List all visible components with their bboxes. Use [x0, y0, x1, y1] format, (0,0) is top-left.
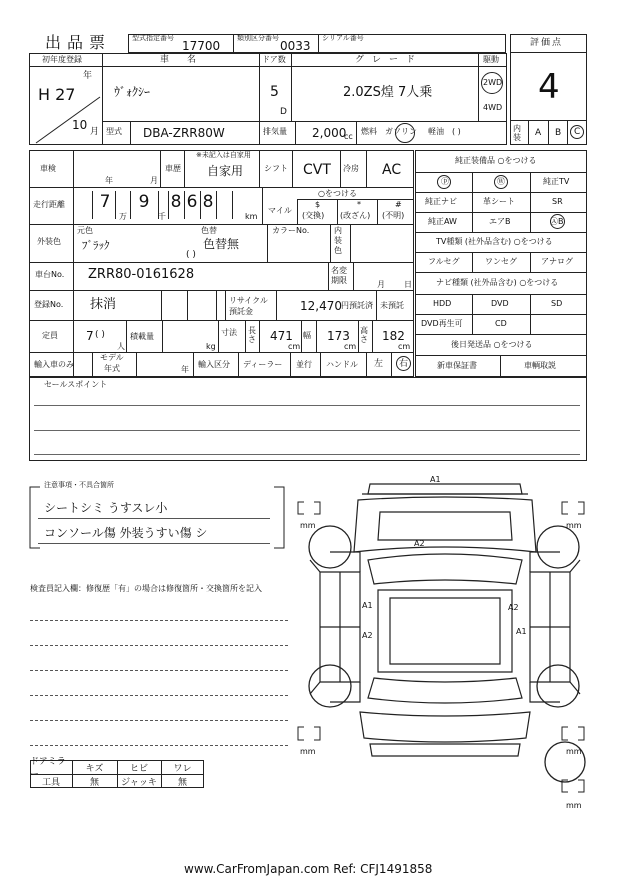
serial-label: シリアル番号 [322, 34, 364, 42]
inspector-line-5 [30, 720, 288, 721]
repaint-paren: ( ) [186, 250, 196, 260]
handle-right: 右 [399, 359, 409, 369]
color-no-label: カラーNo. [272, 226, 310, 235]
displacement-label: 排気量 [263, 127, 287, 136]
first-reg-label: 初年度登録 [42, 55, 82, 64]
height-label: 高さ [360, 326, 368, 344]
handle-label: ハンドル [326, 360, 358, 369]
tv-fullseg: フルセグ [428, 257, 460, 266]
interior-grade-c: C [574, 127, 581, 137]
interior-grade-b: B [555, 128, 562, 138]
recycle-alt: 未預託 [380, 301, 404, 310]
unknown-label: (不明) [382, 211, 405, 220]
first-reg-month: 10 [72, 118, 88, 132]
interior-color-label: 内装色 [334, 226, 342, 255]
footer-ref: www.CarFromJapan.com Ref: CFJ1491858 [184, 862, 433, 876]
model-cert-number: 17700 [182, 39, 221, 53]
repaint-label: 色替 [201, 226, 217, 235]
displacement-value: 2,000 [312, 126, 347, 140]
mileage-circle-note: ○をつける [318, 189, 357, 198]
legend-tools-label: 工具 [41, 777, 60, 788]
nav-title: ナビ種類 (社外品含む) ○をつける [436, 278, 559, 287]
mile-option: マイル [268, 206, 292, 215]
equip-leather: 革シート [483, 197, 515, 206]
handle-left: 左 [374, 359, 384, 369]
equip-navi: 純正ナビ [425, 197, 457, 206]
length-value: 471 [270, 329, 293, 343]
equip-sr: SR [552, 197, 563, 206]
fuel-label: 燃料 [361, 127, 377, 136]
sales-point-label: セールスポイント [44, 380, 108, 389]
use-note: ※未記入は自家用 [196, 151, 251, 159]
height-cm-unit: cm [398, 342, 411, 351]
capacity-label: 定員 [42, 331, 58, 340]
exterior-color-label: 外装色 [37, 237, 61, 246]
sen-unit: 千 [158, 212, 166, 221]
doors-label: ドア数 [262, 55, 286, 64]
ac-value: AC [382, 162, 402, 178]
mileage-digit-3: 8 [170, 192, 182, 212]
inspector-line-6 [30, 745, 288, 746]
doors-sub: D [280, 107, 287, 117]
sales-point-box [29, 377, 587, 461]
svg-text:mm: mm [566, 521, 582, 530]
exchange-label: (交換) [302, 211, 325, 220]
tv-title: TV種類 (社外品含む) ○をつける [436, 237, 553, 246]
model-value: DBA-ZRR80W [143, 126, 225, 140]
kg-unit: kg [206, 342, 216, 351]
year-unit: 年 [83, 71, 93, 81]
mileage-digit-1: 7 [99, 192, 111, 212]
equip-tv: 純正TV [543, 177, 570, 186]
dealer-option: ディーラー [243, 360, 283, 369]
use-value: 自家用 [207, 164, 244, 178]
person-unit: 人 [117, 342, 125, 351]
class-number: 0033 [280, 39, 311, 53]
legend-head-mirror: ドアミラー [30, 757, 66, 780]
legend-head-crack: ヒビ [129, 763, 148, 774]
model-year-label-2: 年式 [104, 364, 120, 373]
score-label: 評価点 [530, 38, 564, 48]
interior-label: 内装 [513, 124, 521, 142]
length-cm-unit: cm [288, 342, 301, 351]
exchange-symbol: $ [315, 200, 321, 209]
name-change-label: 名変期限 [331, 266, 347, 285]
car-damage-diagram [290, 472, 600, 812]
mark-right-rear-door: A1 [516, 627, 527, 636]
grade-value: 2.0ZS煌 7人乗 [343, 85, 433, 100]
drive-2wd: 2WD [483, 78, 503, 87]
model-label: 型式 [106, 127, 122, 136]
mark-left-front-door: A1 [362, 601, 373, 610]
man-unit: 万 [119, 212, 127, 221]
later-manual: 車輌取説 [524, 361, 556, 370]
svg-text:mm: mm [566, 801, 582, 810]
equip-airbag: エアB [489, 217, 511, 226]
nav-hdd: HDD [433, 299, 452, 308]
legend-head-scratch: キズ [85, 763, 104, 774]
equip-w: Ⓦ [497, 177, 505, 186]
import-class-label: 輸入区分 [198, 360, 230, 369]
drive-4wd: 4WD [483, 103, 503, 112]
legend-tools-value: 無 [89, 777, 99, 788]
cc-unit: cc [344, 132, 353, 141]
altered-label: (改ざん) [340, 211, 371, 220]
import-label: 輸入車のみ [34, 360, 74, 369]
svg-text:mm: mm [300, 747, 316, 756]
legend-head-break: ワレ [173, 763, 192, 774]
shift-value: CVT [303, 162, 331, 178]
inspection-label: 車検 [40, 164, 56, 173]
registration-label: 登録No. [34, 300, 64, 309]
shift-label: シフト [264, 164, 288, 173]
equip-aw: 純正AW [428, 217, 457, 226]
width-cm-unit: cm [344, 342, 357, 351]
equip-p: ⓟ [441, 177, 449, 186]
ac-label: 冷房 [343, 164, 359, 173]
original-color-label: 元色 [77, 226, 93, 235]
model-year-label: モデル [100, 353, 124, 362]
mark-front-bumper: A1 [430, 475, 441, 484]
nav-sd: SD [551, 299, 563, 308]
unknown-symbol: # [395, 200, 402, 209]
height-value: 182 [382, 329, 405, 343]
length-label: 長さ [248, 326, 256, 344]
car-name-label: 車名 [160, 55, 215, 65]
recycle-label: リサイクル預託金 [229, 296, 268, 316]
first-reg-year: H 27 [38, 85, 76, 104]
km-unit: km [245, 212, 258, 221]
diesel-label: 軽油 [428, 127, 444, 136]
model-cert-label: 型式指定番号 [132, 34, 174, 42]
load-label: 積載量 [130, 332, 154, 341]
width-value: 173 [327, 329, 350, 343]
car-name: ｳﾞｫｸｼｰ [114, 85, 151, 99]
drive-label: 駆動 [483, 55, 499, 64]
name-change-month-unit: 月 [377, 280, 385, 289]
form-title: 出品票 [45, 33, 112, 52]
inspector-line-1 [30, 620, 288, 621]
tv-oneseg: ワンセグ [485, 257, 517, 266]
nav-dvd-play: DVD再生可 [421, 319, 463, 328]
width-label: 幅 [303, 331, 311, 340]
inspection-month-unit: 月 [150, 176, 158, 185]
parallel-option: 並行 [296, 360, 312, 369]
altered-symbol: * [357, 200, 361, 209]
fuel-paren: ( ) [452, 127, 461, 136]
grade-label: グレード [355, 55, 424, 65]
original-color-value: ﾌﾞﾗｯｸ [82, 239, 110, 252]
inspector-line-3 [30, 670, 288, 671]
fuel-value: ガソリン [385, 127, 417, 136]
inspector-label: 検査員記入欄：修復歴「有」の場合は修復箇所・交換箇所を記入 [30, 584, 262, 593]
mark-left-rear-door: A2 [362, 631, 373, 640]
score-value: 4 [538, 67, 560, 107]
legend-jack-label: ジャッキ [121, 777, 157, 788]
capacity-paren: ( ) [95, 330, 105, 340]
equip-ab: ⒶB [550, 217, 564, 226]
mark-right-front-door: A2 [508, 603, 519, 612]
mileage-digit-5: 8 [202, 192, 214, 212]
inspection-year-unit: 年 [105, 176, 113, 185]
class-number-label: 類別区分番号 [237, 34, 279, 42]
dims-label: 寸法 [221, 328, 237, 337]
chassis-value: ZRR80-0161628 [88, 267, 195, 282]
mileage-digit-4: 6 [186, 192, 198, 212]
nav-dvd: DVD [491, 299, 509, 308]
later-warranty: 新車保証書 [437, 361, 477, 370]
name-change-day-unit: 日 [404, 280, 412, 289]
note-line-2: コンソール傷 外装うすい傷 シ [44, 526, 208, 540]
svg-text:mm: mm [300, 521, 316, 530]
inspector-line-4 [30, 695, 288, 696]
later-title: 後日発送品 ○をつける [451, 340, 533, 349]
mileage-digit-2: 9 [138, 192, 150, 212]
recycle-amount: 12,470 [300, 299, 342, 313]
capacity-value: 7 [86, 329, 94, 343]
model-year-unit: 年 [181, 365, 189, 374]
nav-cd: CD [495, 319, 507, 328]
note-line-1: シートシミ うすスレ小 [44, 501, 168, 515]
tv-analog: アナログ [541, 257, 573, 266]
interior-grade-a: A [535, 128, 542, 138]
mark-hood: A2 [414, 539, 425, 548]
use-label: 車歴 [165, 164, 181, 173]
inspector-line-2 [30, 645, 288, 646]
svg-text:mm: mm [566, 747, 582, 756]
notes-label: 注意事項・不具合箇所 [44, 481, 114, 489]
month-unit: 月 [90, 127, 100, 137]
equipment-title: 純正装備品 ○をつける [455, 156, 537, 165]
doors-value: 5 [270, 84, 279, 100]
repaint-value: 色替無 [203, 237, 240, 251]
mileage-label: 走行距離 [33, 200, 65, 209]
legend-jack-value: 無 [177, 777, 187, 788]
chassis-label: 車台No. [35, 270, 65, 279]
registration-value: 抹消 [90, 297, 117, 312]
recycle-unit: 円預託済 [341, 301, 373, 310]
